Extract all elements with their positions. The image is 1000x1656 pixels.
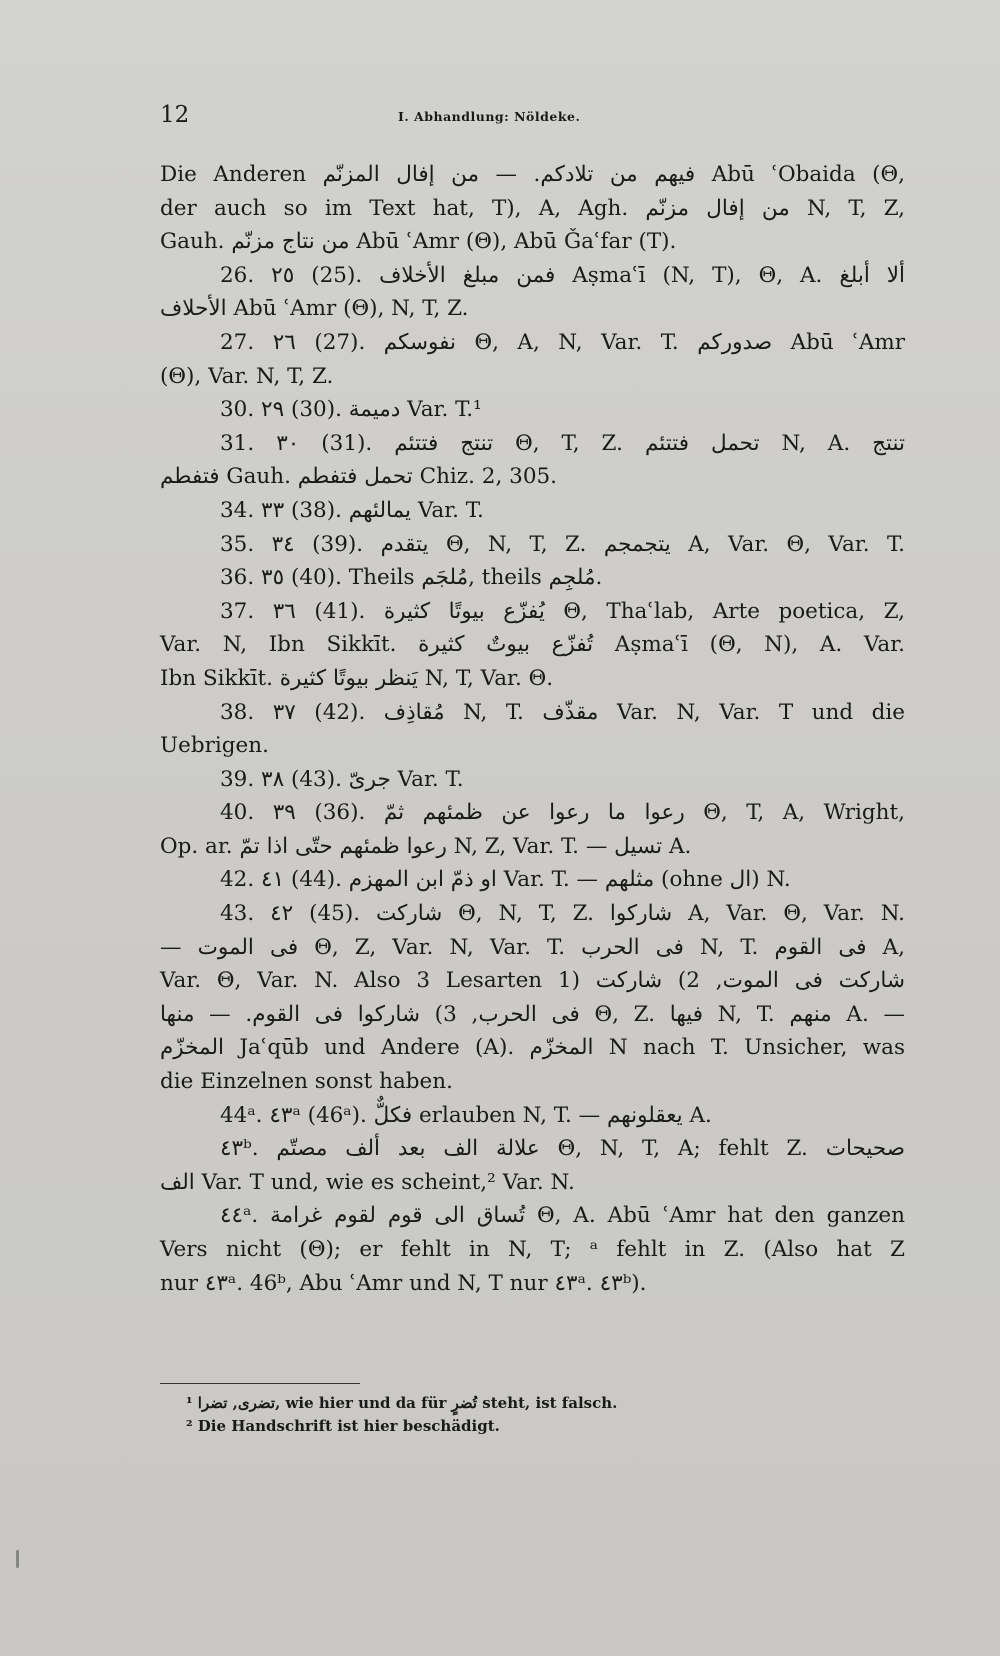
footnote: ² Die Handschrift ist hier beschädigt.	[186, 1417, 500, 1435]
text-line: der auch so im Text hat, T), A, Agh. من إفال مزنّم N, T, Z,	[160, 195, 905, 221]
text-line: Uebrigen.	[160, 733, 269, 759]
text-line: Vers nicht (Θ); er fehlt in N, T; ᵃ fehlt in Z. (Also hat Z	[160, 1237, 905, 1262]
text-line: 34. ٣٣ (38). يمالئهم Var. T.	[220, 497, 484, 523]
text-line: الأحلاف Abū ʿAmr (Θ), N, T, Z.	[160, 296, 469, 322]
margin-mark	[16, 1550, 19, 1568]
text-line: فى الحرب, 3) شاركوا فى القوم. — منها Θ, Z. فيها N, T. منهم A. —	[160, 1001, 906, 1027]
text-line: 27. ٢٦ (27). نفوسكم Θ, A, N, Var. T. صدوركم Abū ʿAmr	[220, 329, 906, 355]
page-number: 12	[160, 102, 190, 128]
text-line: nur ٤٣ᵃ. 46ᵇ, Abu ʿAmr und N, T nur ٤٣ᵃ. ٤٣ᵇ).	[160, 1270, 647, 1296]
text-line: 35. ٣٤ (39). يتقدم Θ, N, T, Z. يتجمجم A, Var. Θ, Var. T.	[220, 531, 905, 557]
text-line: 37. ٣٦ (41). يُفزّع بيوتًا كثيرة Θ, Thaʿlab, Arte poetica, Z,	[220, 598, 905, 624]
main-text	[160, 158, 905, 1300]
text-line: Op. ar. رعوا ظمئهم حتّى اذا تمّ N, Z, Var. T. — تسيل A.	[160, 833, 692, 859]
running-head: I. Abhandlung: Nöldeke.	[398, 109, 581, 124]
text-line: 38. ٣٧ (42). مُقاذِف N, T. مقذّف Var. N, Var. T und die	[220, 699, 905, 725]
text-line: 43. ٤٢ (45). شاركت Θ, N, T, Z. شاركوا A, Var. Θ, Var. N.	[220, 901, 905, 927]
text-line: (Θ), Var. N, T, Z.	[160, 363, 334, 389]
text-line: — فى الموت Θ, Z, Var. N, Var. T. فى الحرب N, T. فى القوم A,	[160, 934, 905, 960]
text-line: Gauh. من نتاج مزنّم Abū ʿAmr (Θ), Abū Ǧaʿfar (T).	[160, 229, 677, 255]
text-line: Var. N, Ibn Sikkīt. تُفزّع بيوتٌ كثيرة Aṣmaʿī (Θ, N), A. Var.	[160, 632, 906, 658]
text-line: ٤٣ᵇ. علالة الف بعد ألف مصتّم Θ, N, T, A; fehlt Z. صحيحات	[220, 1136, 905, 1162]
footnote-rule	[160, 1383, 360, 1384]
footnotes	[186, 1392, 906, 1438]
text-line: ٤٤ᵃ. تُساق الى قوم لقوم غرامة Θ, A. Abū ʿAmr hat den ganzen	[220, 1203, 905, 1229]
text-line: 40. ٣٩ (36). رعوا ما رعوا عن ظمئهم ثمّ Θ, T, A, Wright,	[220, 800, 905, 826]
page-header	[160, 96, 908, 136]
text-line: die Einzelnen sonst haben.	[160, 1069, 453, 1095]
text-line: 31. ٣٠ (31). تنتج فتتئم Θ, T, Z. تحمل فتتئم N, A. تنتج	[220, 430, 905, 456]
text-line: 44ᵃ. ٤٣ᵃ (46ᵃ). فكلٌّ erlauben N, T. — يعقلونهم A.	[220, 1102, 712, 1128]
text-line: 36. ٣٥ (40). Theils مُلجَم, theils مُلجِم.	[220, 565, 603, 591]
text-line: فتفطم Gauh. تحمل فتفطم Chiz. 2, 305.	[160, 464, 558, 490]
footnote: ¹ تضرى, تضرا, wie hier und da für تُضرٍ steht, ist falsch.	[186, 1394, 618, 1412]
text-line: 39. ٣٨ (43). جرىّ Var. T.	[220, 766, 464, 792]
text-line: 30. ٢٩ (30). دميمة Var. T.¹	[220, 397, 482, 423]
text-line: Die Anderen فيهم من تلادكم. — من إفال المزنّم Abū ʿObaida (Θ,	[160, 162, 905, 187]
text-line: 42. ٤١ (44). او ذمّ ابن المهزم Var. T. — مثلهم (ohne ال) N.	[220, 867, 791, 893]
text-line: 26. ٢٥ (25). فمن مبلغ الأخلاف Aṣmaʿī (N, T), Θ, A. ألا أبلغ	[220, 262, 906, 288]
text-line: الف Var. T und, wie es scheint,² Var. N.	[160, 1169, 575, 1195]
text-line: Var. Θ, Var. N. Also 3 Lesarten 1) شاركت فى الموت, 2) شاركت	[160, 968, 905, 994]
text-line: Ibn Sikkīt. يَنظر بيوتًا كثيرة N, T, Var. Θ.	[160, 665, 554, 691]
text-line: المخزّم Jaʿqūb und Andere (A). المخزّم N nach T. Unsicher, was	[160, 1035, 905, 1061]
